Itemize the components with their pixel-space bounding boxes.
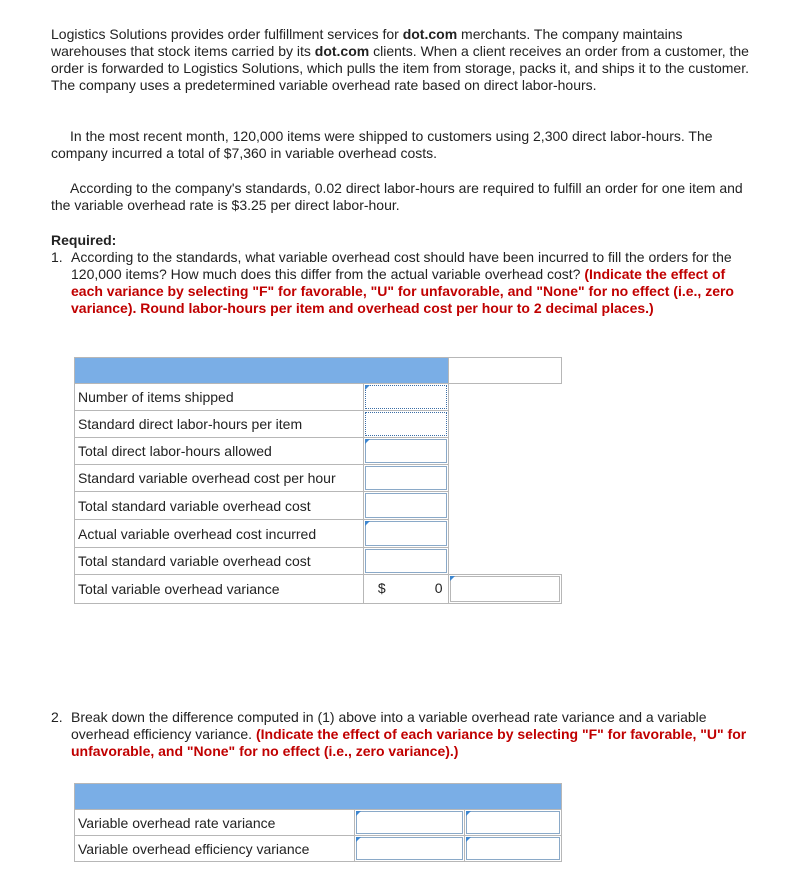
dropdown-marker-icon	[365, 385, 370, 390]
total-standard-cost-input-2[interactable]	[363, 548, 448, 575]
empty-cell	[448, 492, 562, 520]
standard-cost-table	[74, 357, 562, 604]
row-label: Variable overhead rate variance	[75, 810, 355, 836]
rate-variance-effect-select[interactable]	[465, 810, 562, 836]
row-label: Number of items shipped	[75, 384, 364, 411]
table-header-row	[75, 784, 562, 810]
dropdown-marker-icon	[365, 439, 370, 444]
table-row	[75, 384, 562, 411]
overhead-cost-per-hour-input[interactable]	[363, 465, 448, 492]
variance-amount: 0	[434, 580, 443, 596]
efficiency-variance-effect-select[interactable]	[465, 836, 562, 862]
items-shipped-input[interactable]	[363, 384, 448, 411]
dropdown-marker-icon	[365, 521, 370, 526]
empty-cell	[448, 384, 562, 411]
question-text: According to the standards, what variable overhead cost should have been incurred to fill the orders for the 120,000 items? How much does this differ from the actual variable overhead cost?	[71, 249, 732, 282]
row-label: Total standard variable overhead cost	[75, 492, 364, 520]
header-cell	[75, 358, 449, 384]
currency-symbol: $	[377, 580, 386, 596]
table-row	[75, 575, 562, 604]
table-row	[75, 810, 562, 836]
dropdown-marker-icon	[466, 811, 471, 816]
question-number: 1.	[51, 249, 63, 265]
row-label: Standard variable overhead cost per hour	[75, 465, 364, 492]
table-row	[75, 520, 562, 548]
question-instruction: (Indicate the effect of each variance by selecting "F" for favorable, "U" for unfavorable, and "None" for no effect (i.e., zero variance).)	[71, 726, 747, 759]
question-text: Break down the difference computed in (1) above into a variable overhead rate variance and a variable overhead efficiency variance.	[71, 709, 707, 742]
intro-paragraph-2: In the most recent month, 120,000 items were shipped to customers using 2,300 direct labor-hours. The company incurred a total of $7,360 in variable overhead costs.	[51, 128, 713, 161]
question-1	[51, 249, 751, 317]
efficiency-variance-amount-input[interactable]	[354, 836, 465, 862]
labor-hours-allowed-input[interactable]	[363, 438, 448, 465]
empty-cell	[448, 520, 562, 548]
question-number: 2.	[51, 709, 63, 725]
brand-text: dot.com	[314, 43, 370, 59]
dropdown-marker-icon	[356, 837, 361, 842]
dropdown-marker-icon	[356, 811, 361, 816]
row-label: Total standard variable overhead cost	[75, 548, 364, 575]
variance-effect-select[interactable]	[448, 575, 562, 604]
brand-text: dot.com	[402, 26, 458, 42]
intro-paragraph-1	[51, 26, 751, 94]
intro-text: clients. When a client receives an order from a customer, the order is forwarded to Logistics Solutions, which pulls the item from storage, packs it, and ships it to the customer. The company uses a predetermined variable overhead rate based on direct labor-hours.	[51, 43, 749, 93]
row-label: Total direct labor-hours allowed	[75, 438, 364, 465]
dropdown-marker-icon	[450, 576, 455, 581]
intro-paragraph-3: According to the company's standards, 0.02 direct labor-hours are required to fulfill an order for one item and the variable overhead rate is $3.25 per direct labor-hour.	[51, 180, 743, 213]
empty-cell	[448, 411, 562, 438]
intro-text: merchants. The company maintains warehouses that stock items carried by its	[51, 26, 683, 59]
labor-hours-per-item-input[interactable]	[363, 411, 448, 438]
row-label: Variable overhead efficiency variance	[75, 836, 355, 862]
variance-breakdown-table	[74, 783, 562, 862]
row-label: Total variable overhead variance	[75, 575, 364, 604]
dropdown-marker-icon	[466, 837, 471, 842]
intro-text: Logistics Solutions provides order fulfillment services for	[51, 26, 403, 42]
question-2	[51, 709, 751, 760]
table-header-row	[75, 358, 562, 384]
table-row	[75, 492, 562, 520]
total-variance-value	[363, 575, 448, 604]
table-row	[75, 548, 562, 575]
header-cell	[75, 784, 562, 810]
table-row	[75, 438, 562, 465]
empty-cell	[448, 465, 562, 492]
question-instruction: (Indicate the effect of each variance by selecting "F" for favorable, "U" for unfavorable, and "None" for no effect (i.e., zero variance). Round labor-hours per item and overhead cost per hour to 2 decimal places.)	[71, 266, 734, 316]
row-label: Actual variable overhead cost incurred	[75, 520, 364, 548]
empty-cell	[448, 438, 562, 465]
total-standard-cost-input[interactable]	[363, 492, 448, 520]
rate-variance-amount-input[interactable]	[354, 810, 465, 836]
table-row	[75, 411, 562, 438]
table-row	[75, 836, 562, 862]
row-label: Standard direct labor-hours per item	[75, 411, 364, 438]
required-heading: Required:	[51, 232, 117, 248]
actual-overhead-cost-input[interactable]	[363, 520, 448, 548]
header-cell	[448, 358, 562, 384]
table-row	[75, 465, 562, 492]
empty-cell	[448, 548, 562, 575]
